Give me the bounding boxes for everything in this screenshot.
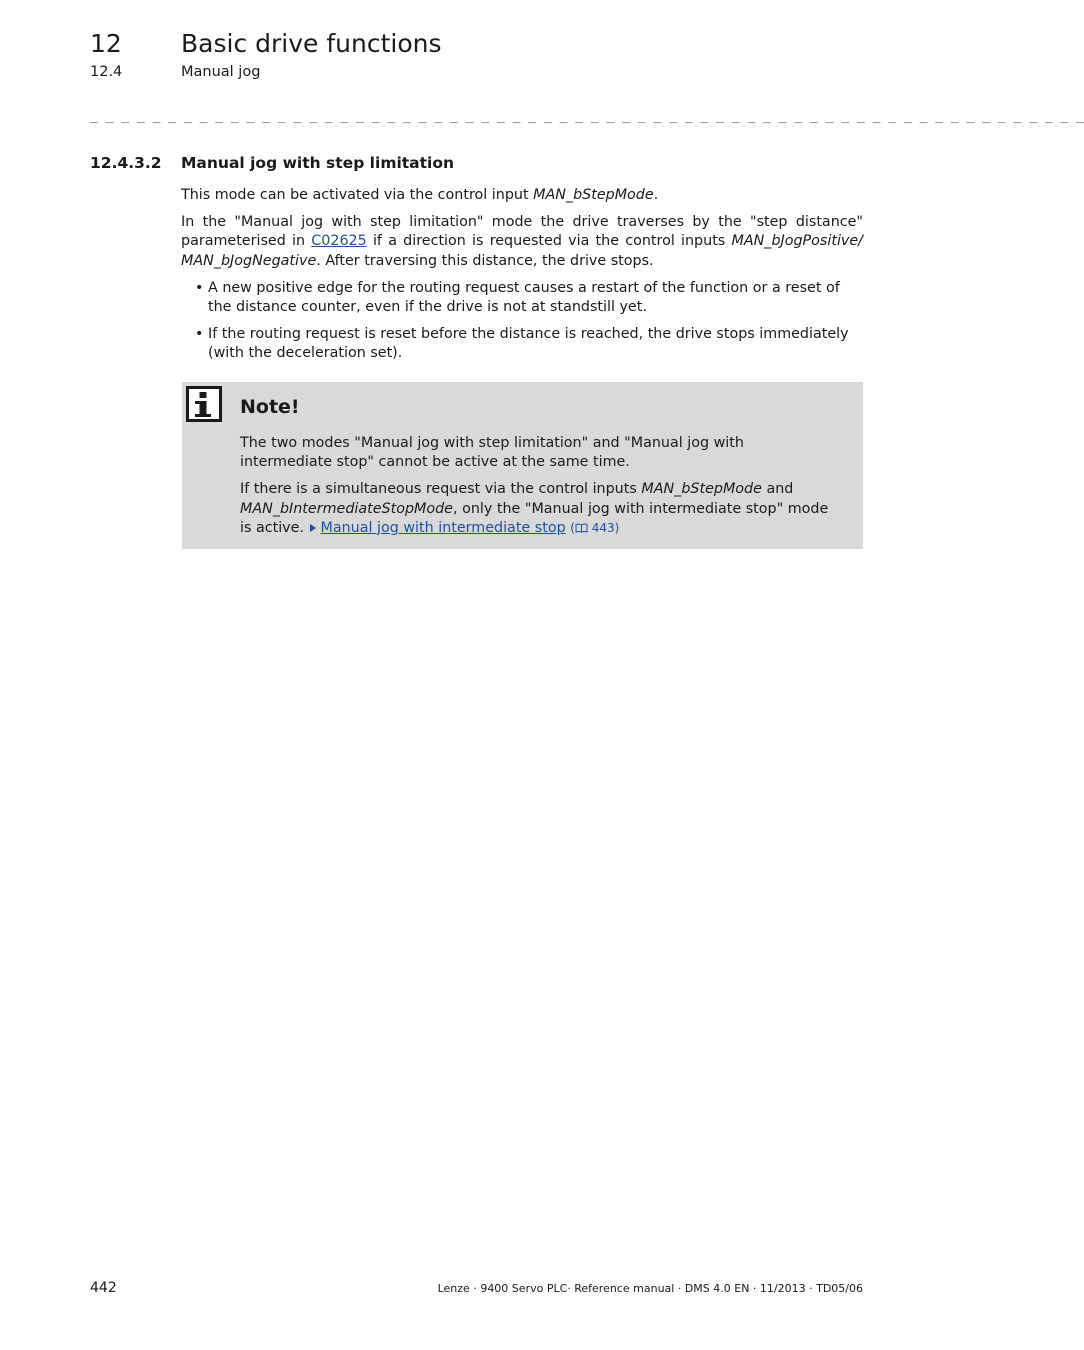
bullet-icon: • xyxy=(195,279,204,296)
subsection-title: Manual jog with step limitation xyxy=(181,154,455,172)
note-heading: Note! xyxy=(240,396,300,418)
note-paragraph: If there is a simultaneous request via the control inputs MAN_bStepMode and MAN_bIntermediateStopMode, only the "Manual jog with intermediate stop" mode is active. Manual jog with intermediate stop ( 443) xyxy=(240,481,829,536)
section-title: Manual jog xyxy=(181,64,261,80)
note-paragraph: The two modes "Manual jog with step limitation" and "Manual jog with intermediate stop" cannot be active at the same time. xyxy=(240,435,744,471)
parameter-link-c02625[interactable]: C02625 xyxy=(311,233,367,250)
bullet-icon: • xyxy=(195,326,204,343)
header-rule: _ _ _ _ _ _ _ _ _ _ _ _ _ _ _ _ _ _ _ _ _ _ _ _ _ _ _ _ _ _ _ _ _ _ _ _ _ _ _ _ _ _ _ _ _ _ _ _ _ _ _ _ _ _ _ _ _ _ _ _ _ _ _ _ xyxy=(90,109,1084,124)
section-number: 12.4 xyxy=(90,64,123,80)
footer-text: Lenze · 9400 Servo PLC· Reference manual · DMS 4.0 EN · 11/2013 · TD05/06 xyxy=(437,1282,863,1295)
paragraph-activation: This mode can be activated via the control input MAN_bStepMode. xyxy=(181,187,659,203)
page-number: 442 xyxy=(90,1280,117,1296)
list-item: • If the routing request is reset before the distance is reached, the drive stops immediately (with the deceleration set). xyxy=(195,326,849,362)
cross-reference-link[interactable]: Manual jog with intermediate stop xyxy=(320,519,566,536)
page-reference[interactable]: ( 443) xyxy=(570,520,620,535)
info-icon xyxy=(186,386,222,422)
body-text xyxy=(181,186,863,372)
var-step-mode: MAN_bStepMode xyxy=(533,187,654,203)
book-icon xyxy=(575,523,588,533)
note-box xyxy=(182,382,863,549)
chapter-number: 12 xyxy=(90,29,122,58)
paragraph-description: In the "Manual jog with step limitation" mode the drive traverses by the "step distance" parameterised in C02625 if a direction is requested via the control inputs MAN_bJogPositive/ MAN_bJogNegative. After traversing this distance, the drive stops. xyxy=(181,214,863,269)
list-item: • A new positive edge for the routing request causes a restart of the function or a reset of the distance counter, even if the drive is not at standstill yet. xyxy=(195,279,840,316)
var-jog-inputs: MAN_bJogPositive/ MAN_bJogNegative xyxy=(181,233,863,269)
note-body xyxy=(240,434,840,546)
link-arrow-icon xyxy=(309,520,321,536)
chapter-title: Basic drive functions xyxy=(181,29,442,58)
bullet-list xyxy=(181,279,863,364)
subsection-number: 12.4.3.2 xyxy=(90,154,162,172)
